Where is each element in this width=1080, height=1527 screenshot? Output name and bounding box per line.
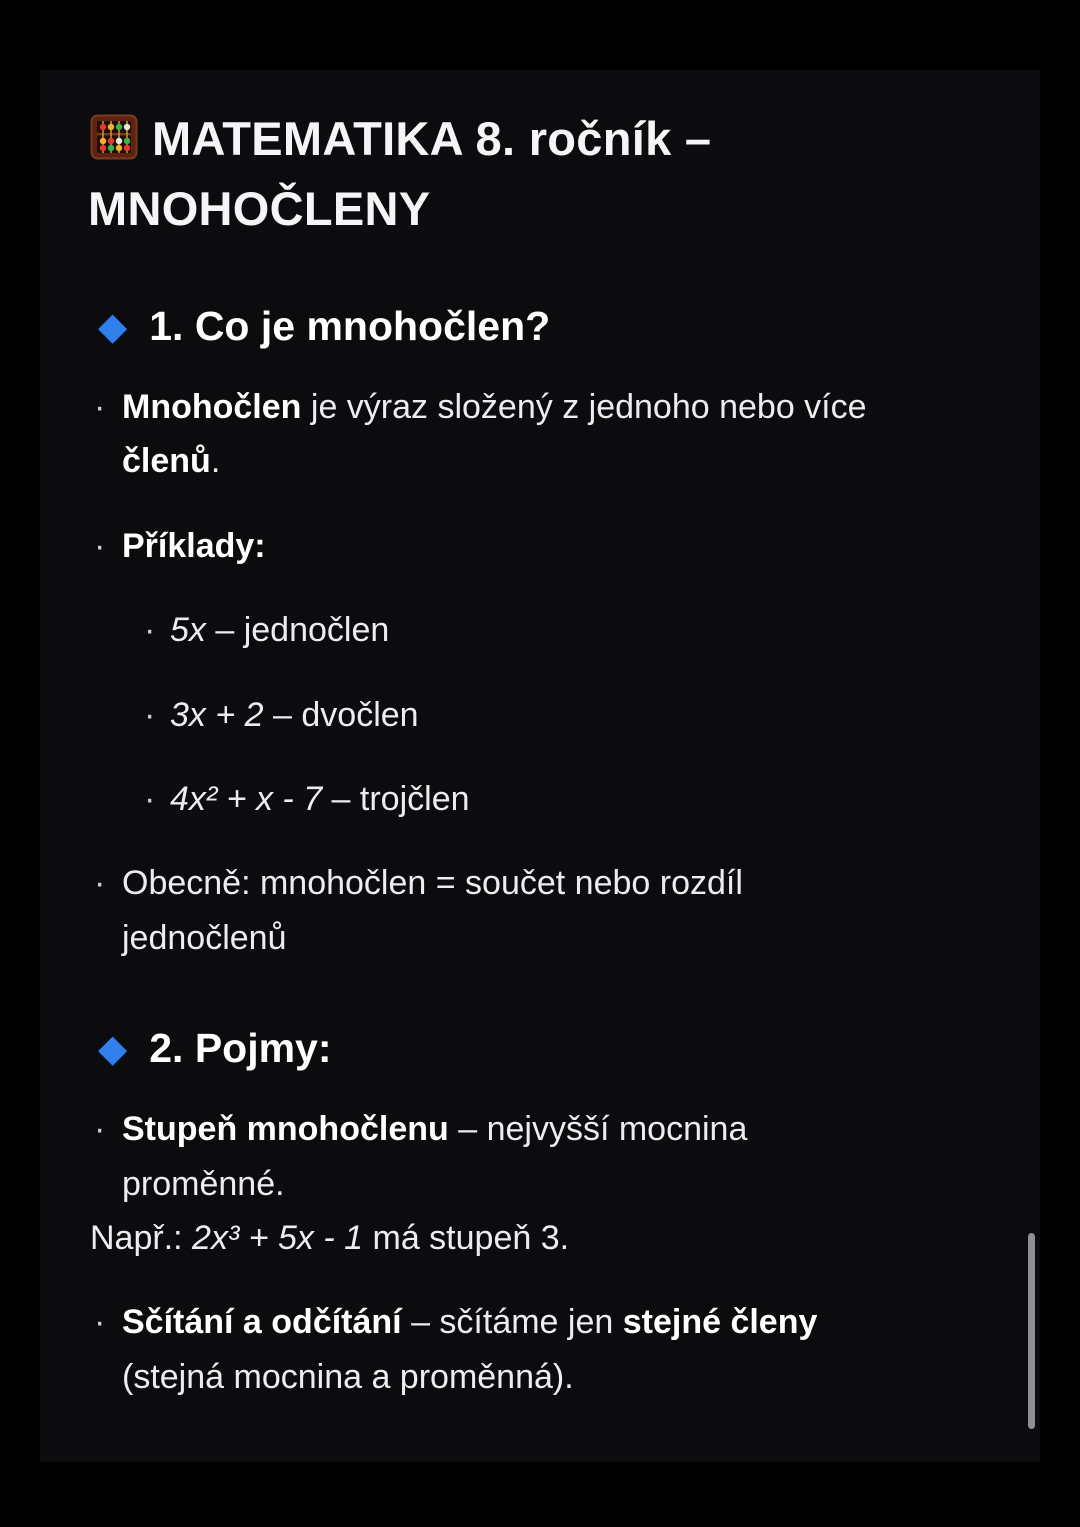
list-item-text: Sčítání a odčítání – sčítáme jen stejné členy (stejná mocnina a proměnná). [122,1303,818,1396]
list-item-text: 3x + 2 – dvočlen [170,695,419,734]
list-item [88,1102,992,1211]
list-item [140,603,992,657]
list-item-text: Příklady: [122,526,266,565]
list-item-text: Stupeň mnohočlenu – nejvyšší mocnina proměnné. [122,1110,748,1203]
list-item-text: Obecně: mnohočlen = součet nebo rozdíl jednočlenů [122,864,743,957]
list-item-text: Mnohočlen je výraz složený z jednoho nebo více členů. [122,388,867,481]
section-heading-text: 2. Pojmy: [149,1025,332,1072]
content-panel [40,70,1040,1462]
bullet-dot: · [94,864,106,903]
example-note: Např.: 2x³ + 5x - 1 má stupeň 3. [90,1219,570,1257]
bullet-dot: · [94,388,106,427]
list-item [140,688,992,742]
blue-diamond-icon: ◆ [98,305,128,348]
bullet-dot: · [94,1303,106,1342]
abacus-icon [88,110,140,158]
bullet-dot: · [94,526,106,565]
bullet-dot: · [144,780,156,819]
bullet-dot: · [94,1110,106,1149]
list-item [88,1295,992,1404]
page-title [88,104,992,243]
bullet-dot: · [144,611,156,650]
list-item [140,772,992,826]
bullet-dot: · [144,695,156,734]
list-item-text: 5x – jednočlen [170,611,390,650]
scrollbar-thumb[interactable] [1028,1233,1035,1429]
list-item [88,519,992,573]
list-item [88,856,992,965]
blue-diamond-icon: ◆ [98,1027,128,1070]
section-heading-1 [98,303,992,350]
section-heading-text: 1. Co je mnohočlen? [149,303,551,350]
page-title-text: MATEMATIKA 8. ročník – MNOHOČLENY [88,112,712,235]
list-item [88,380,992,489]
list-item-text: 4x² + x - 7 – trojčlen [170,780,470,819]
section-heading-2 [98,1025,992,1072]
